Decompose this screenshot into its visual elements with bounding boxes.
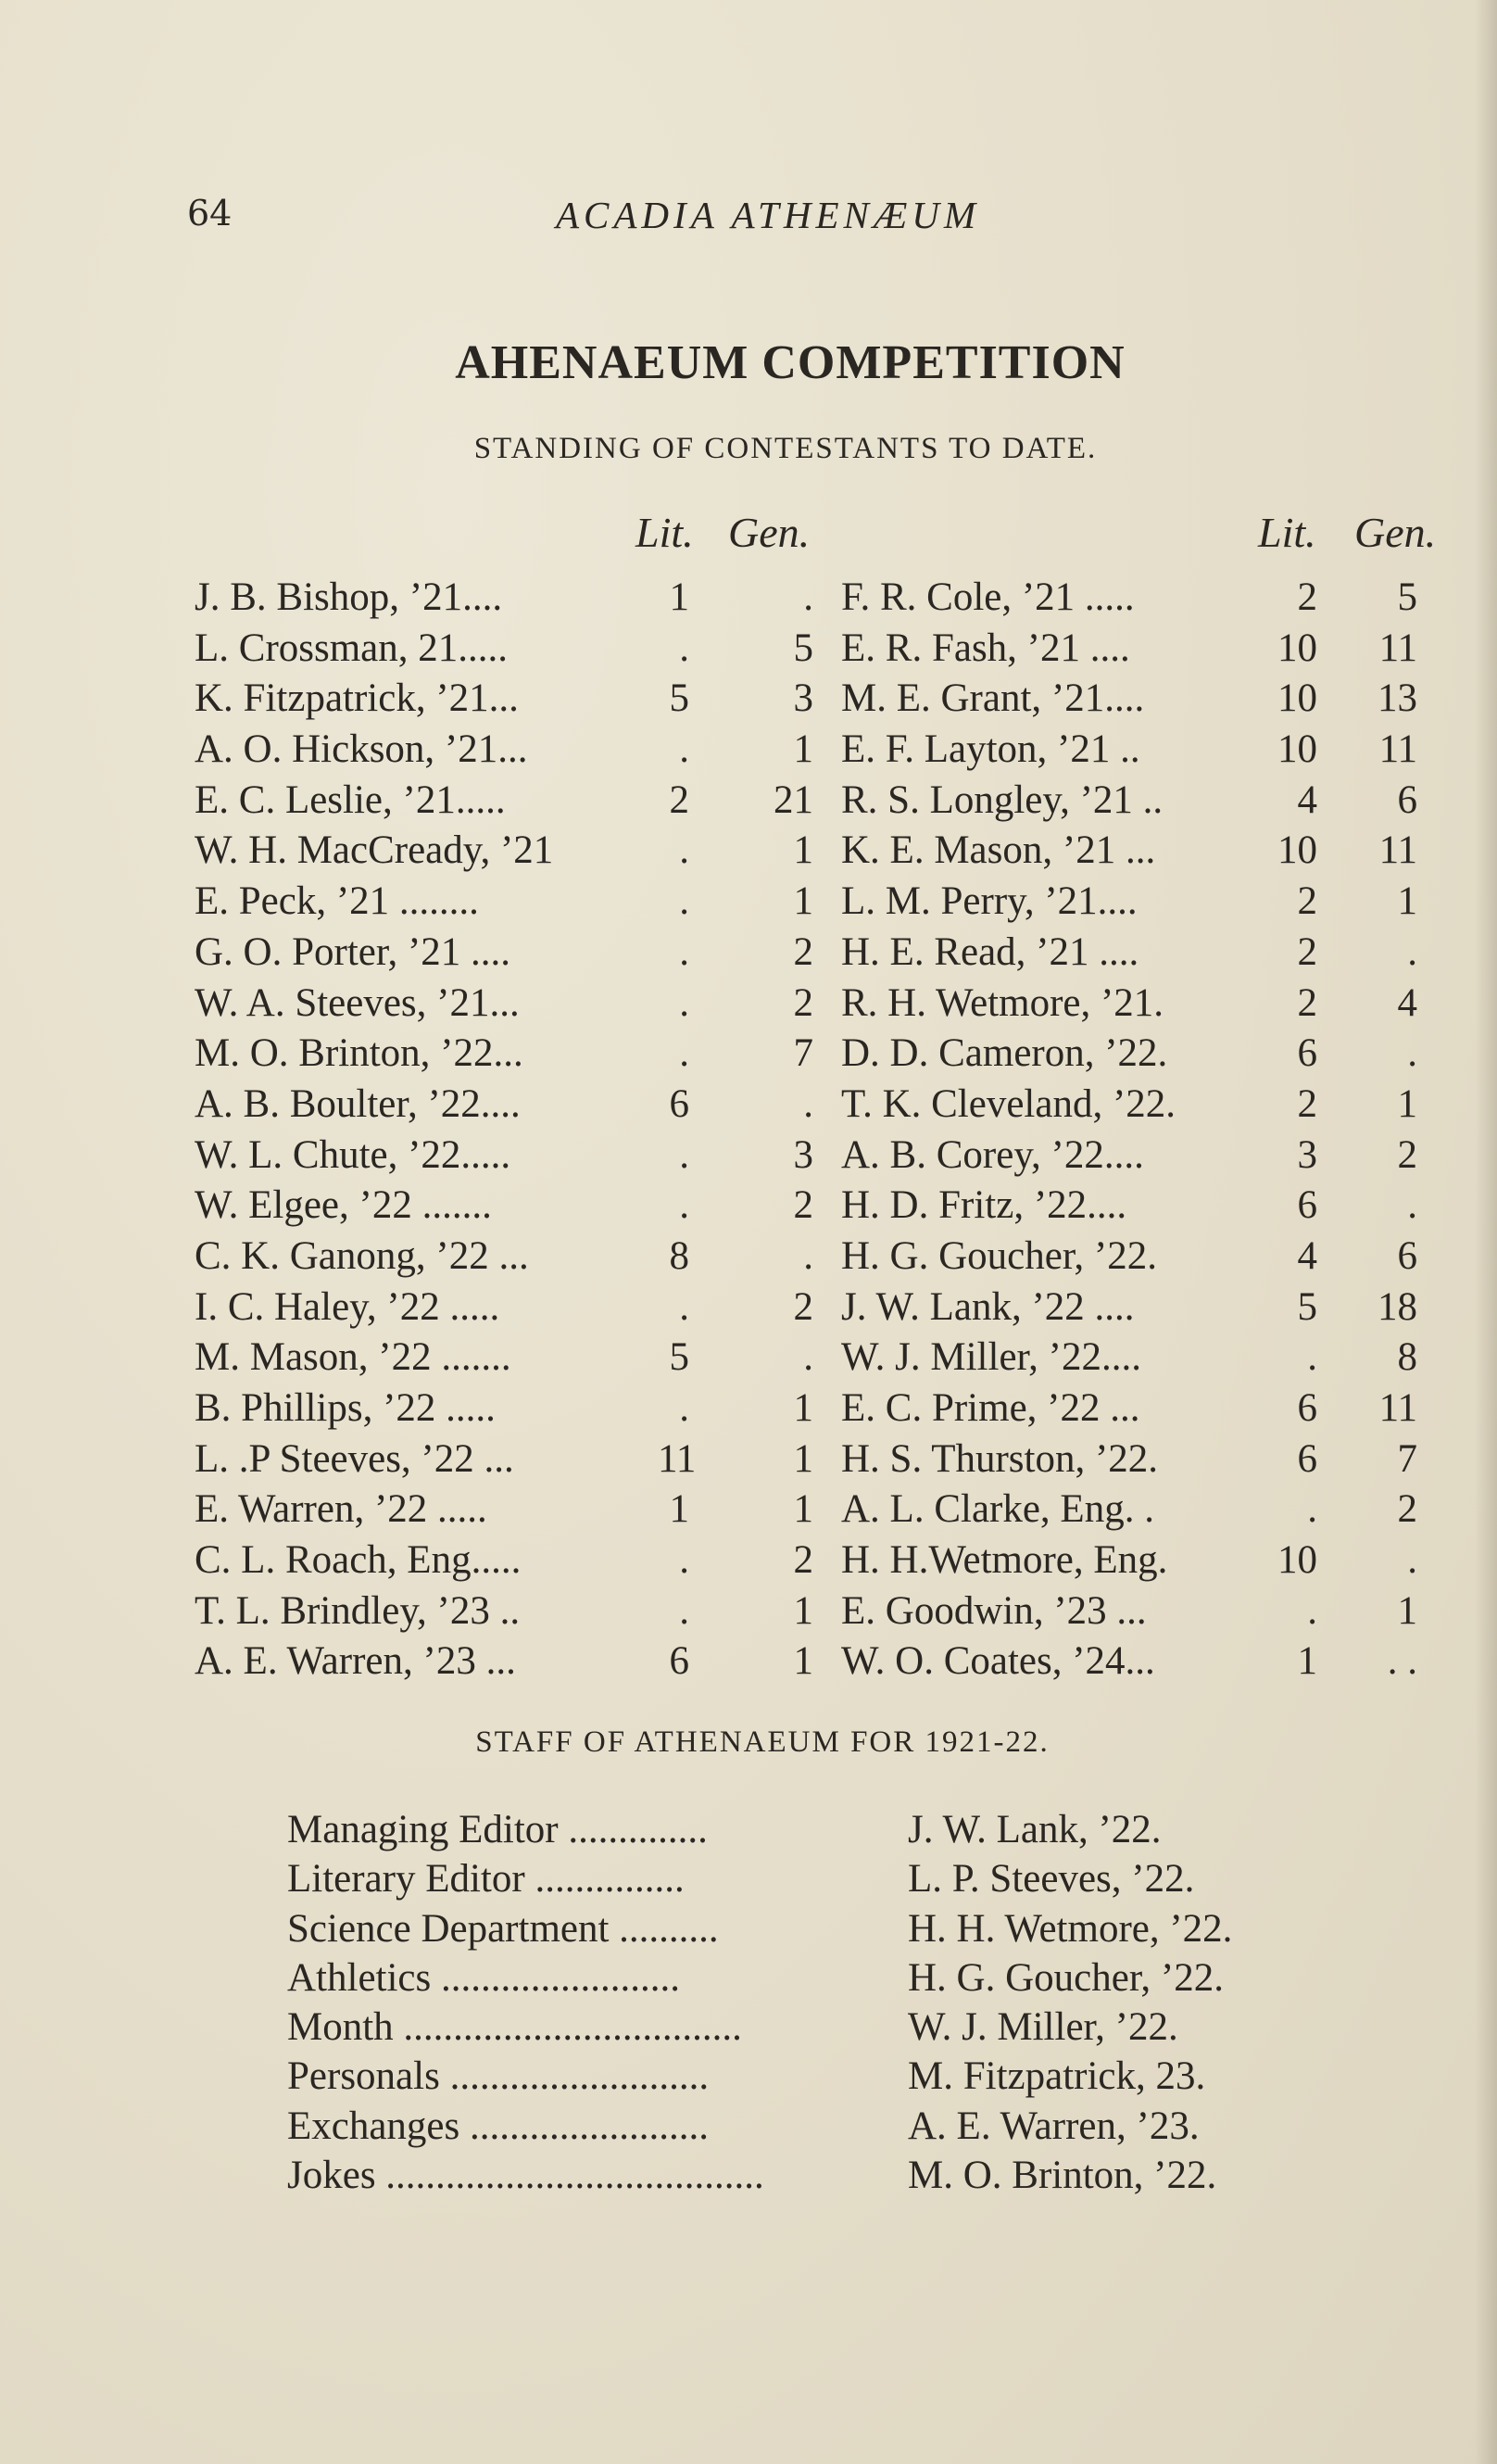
gen-score: 5: [1397, 575, 1417, 619]
lit-score: .: [679, 1386, 689, 1430]
table-row: [0, 1537, 1497, 1588]
lit-score: 6: [669, 1081, 689, 1126]
contestant-name: I. C. Haley, ’22 .....: [195, 1284, 500, 1329]
contestant-name: T. L. Brindley, ’23 ..: [195, 1588, 521, 1633]
contestant-name: H. E. Read, ’21 ....: [841, 929, 1139, 974]
staff-title: STAFF OF ATHENAEUM FOR 1921-22.: [475, 1725, 1050, 1759]
staff-person: J. W. Lank, ’22.: [908, 1808, 1162, 1851]
staff-person: L. P. Steeves, ’22.: [908, 1857, 1195, 1902]
gen-score: 2: [793, 1538, 813, 1583]
gen-score: 2: [793, 980, 813, 1025]
lit-score: 6: [1297, 1436, 1317, 1481]
gen-score: 1: [793, 879, 813, 924]
contestant-name: M. O. Brinton, ’22...: [195, 1031, 523, 1076]
staff-person: H. G. Goucher, ’22.: [908, 1955, 1224, 2000]
lit-score: 10: [1277, 625, 1317, 670]
table-row: [0, 1436, 1497, 1487]
contestant-name: F. R. Cole, ’21 .....: [841, 575, 1135, 619]
lit-score: 4: [1297, 777, 1317, 822]
staff-row: [0, 2004, 1497, 2053]
gen-score: 1: [793, 1588, 813, 1633]
contestant-name: C. L. Roach, Eng.....: [195, 1538, 522, 1583]
gen-score: 11: [1378, 1386, 1417, 1430]
lit-score: 6: [1297, 1031, 1317, 1076]
lit-score: .: [679, 1284, 689, 1329]
staff-role: Managing Editor ..............: [287, 1808, 708, 1851]
table-row: [0, 1132, 1497, 1183]
staff-role: Athletics ........................: [287, 1955, 680, 2000]
gen-score: 11: [1378, 828, 1417, 873]
table-row: [0, 980, 1497, 1031]
lit-score: 4: [1297, 1233, 1317, 1278]
lit-score: 1: [1297, 1639, 1317, 1684]
contestant-name: A. E. Warren, ’23 ...: [195, 1639, 516, 1684]
gen-score: 1: [1397, 1588, 1417, 1633]
contestant-name: A. B. Corey, ’22....: [841, 1132, 1144, 1177]
staff-role: Personals ..........................: [287, 2054, 710, 2099]
contestant-name: M. Mason, ’22 .......: [195, 1335, 511, 1380]
gen-score: 1: [1397, 879, 1417, 924]
contestant-name: B. Phillips, ’22 .....: [195, 1386, 496, 1430]
gen-score: 21: [774, 777, 813, 822]
table-row: [0, 878, 1497, 929]
staff-row: [0, 1906, 1497, 1955]
lit-score: 5: [669, 676, 689, 721]
lit-score: 10: [1277, 727, 1317, 772]
staff-person: A. E. Warren, ’23.: [908, 2104, 1200, 2148]
lit-score: 10: [1277, 676, 1317, 721]
gen-score: .: [803, 575, 813, 619]
lit-score: 6: [1297, 1183, 1317, 1228]
gen-score: 6: [1397, 1233, 1417, 1278]
contestant-name: E. R. Fash, ’21 ....: [841, 625, 1130, 670]
staff-role: Month ..................................: [287, 2005, 742, 2050]
staff-row: [0, 1955, 1497, 2004]
column-header-gen-right: Gen.: [1354, 509, 1437, 556]
gen-score: 7: [1397, 1436, 1417, 1481]
contestant-name: E. F. Layton, ’21 ..: [841, 727, 1140, 772]
contestant-name: M. E. Grant, ’21....: [841, 676, 1145, 721]
staff-role: Literary Editor ...............: [287, 1857, 685, 1902]
contestant-name: J. B. Bishop, ’21....: [195, 575, 503, 619]
contestant-name: A. L. Clarke, Eng. .: [841, 1487, 1154, 1532]
gen-score: 1: [793, 828, 813, 873]
contestant-name: R. H. Wetmore, ’21.: [841, 980, 1164, 1025]
gen-score: 4: [1397, 980, 1417, 1025]
lit-score: 2: [1297, 980, 1317, 1025]
gen-score: 2: [1397, 1487, 1417, 1532]
contestant-name: L. M. Perry, ’21....: [841, 879, 1138, 924]
lit-score: 10: [1277, 828, 1317, 873]
contestant-name: W. H. MacCready, ’21: [195, 828, 554, 873]
table-row: [0, 1638, 1497, 1689]
article-title: AHENAEUM COMPETITION: [455, 336, 1126, 389]
lit-score: .: [1307, 1335, 1317, 1380]
gen-score: 2: [1397, 1132, 1417, 1177]
contestant-name: D. D. Cameron, ’22.: [841, 1031, 1168, 1076]
staff-row: [0, 2104, 1497, 2153]
contestant-name: E. Goodwin, ’23 ...: [841, 1588, 1147, 1633]
lit-score: 1: [669, 1487, 689, 1532]
lit-score: 3: [1297, 1132, 1317, 1177]
gen-score: 1: [793, 1386, 813, 1430]
contestant-name: C. K. Ganong, ’22 ...: [195, 1233, 529, 1278]
gen-score: 1: [793, 727, 813, 772]
column-header-lit-right: Lit.: [1258, 509, 1316, 556]
gen-score: 5: [793, 625, 813, 670]
staff-row: [0, 2053, 1497, 2103]
gen-score: 3: [793, 1132, 813, 1177]
staff-person: W. J. Miller, ’22.: [908, 2005, 1178, 2050]
lit-score: .: [679, 1183, 689, 1228]
lit-score: 2: [1297, 879, 1317, 924]
contestant-name: H. G. Goucher, ’22.: [841, 1233, 1157, 1278]
lit-score: .: [679, 625, 689, 670]
gen-score: 1: [1397, 1081, 1417, 1126]
gen-score: 1: [793, 1436, 813, 1481]
lit-score: 5: [669, 1335, 689, 1380]
contestant-name: T. K. Cleveland, ’22.: [841, 1081, 1176, 1126]
contestant-name: H. S. Thurston, ’22.: [841, 1436, 1159, 1481]
gen-score: 3: [793, 676, 813, 721]
table-row: [0, 1081, 1497, 1132]
table-row: [0, 1233, 1497, 1284]
contestant-name: A. O. Hickson, ’21...: [195, 727, 528, 772]
running-title: ACADIA ATHENÆUM: [556, 194, 981, 236]
staff-person: H. H. Wetmore, ’22.: [908, 1906, 1233, 1951]
gen-score: . .: [1387, 1639, 1417, 1684]
contestant-name: G. O. Porter, ’21 ....: [195, 929, 511, 974]
contestant-name: L. .P Steeves, ’22 ...: [195, 1436, 514, 1481]
gen-score: 2: [793, 1183, 813, 1228]
contestant-name: K. E. Mason, ’21 ...: [841, 828, 1156, 873]
lit-score: .: [679, 879, 689, 924]
table-row: [0, 625, 1497, 676]
page-number: 64: [187, 193, 233, 234]
gen-score: 6: [1397, 777, 1417, 822]
lit-score: .: [1307, 1588, 1317, 1633]
staff-row: [0, 1807, 1497, 1856]
contestant-name: E. C. Leslie, ’21.....: [195, 777, 506, 822]
table-row: [0, 727, 1497, 777]
lit-score: 1: [669, 575, 689, 619]
gen-score: .: [803, 1335, 813, 1380]
contestant-name: E. Peck, ’21 ........: [195, 879, 479, 924]
table-row: [0, 777, 1497, 828]
lit-score: 8: [669, 1233, 689, 1278]
contestant-name: L. Crossman, 21.....: [195, 625, 509, 670]
gen-score: .: [1407, 1183, 1417, 1228]
contestant-name: H. D. Fritz, ’22....: [841, 1183, 1127, 1228]
staff-role: Jokes ......................................: [287, 2154, 764, 2198]
lit-score: 11: [658, 1436, 697, 1481]
table-row: [0, 1182, 1497, 1233]
gen-score: 2: [793, 1284, 813, 1329]
gen-score: .: [1407, 1538, 1417, 1583]
gen-score: 1: [793, 1487, 813, 1532]
lit-score: .: [679, 1588, 689, 1633]
table-row: [0, 1284, 1497, 1335]
standings-table: [0, 575, 1497, 1689]
contestant-name: A. B. Boulter, ’22....: [195, 1081, 521, 1126]
lit-score: .: [679, 1538, 689, 1583]
table-row: [0, 929, 1497, 980]
contestant-name: W. Elgee, ’22 .......: [195, 1183, 492, 1228]
table-row: [0, 1334, 1497, 1385]
gen-score: 1: [793, 1639, 813, 1684]
contestant-name: H. H.Wetmore, Eng.: [841, 1538, 1168, 1583]
lit-score: 2: [1297, 929, 1317, 974]
staff-role: Science Department ..........: [287, 1906, 719, 1951]
contestant-name: K. Fitzpatrick, ’21...: [195, 676, 519, 721]
table-row: [0, 828, 1497, 878]
column-header-gen-left: Gen.: [728, 509, 811, 556]
gen-score: .: [803, 1233, 813, 1278]
contestant-name: W. L. Chute, ’22.....: [195, 1132, 511, 1177]
staff-role: Exchanges ........................: [287, 2104, 710, 2148]
lit-score: 2: [669, 777, 689, 822]
table-row: [0, 1486, 1497, 1537]
lit-score: .: [679, 1031, 689, 1076]
contestant-name: W. J. Miller, ’22....: [841, 1335, 1141, 1380]
lit-score: 6: [1297, 1386, 1317, 1430]
gen-score: .: [1407, 929, 1417, 974]
gen-score: 18: [1377, 1284, 1417, 1329]
lit-score: .: [1307, 1487, 1317, 1532]
table-row: [0, 1588, 1497, 1639]
gen-score: 13: [1377, 676, 1417, 721]
contestant-name: R. S. Longley, ’21 ..: [841, 777, 1164, 822]
gen-score: .: [803, 1081, 813, 1126]
staff-person: M. Fitzpatrick, 23.: [908, 2054, 1206, 2099]
staff-row: [0, 2153, 1497, 2202]
table-row: [0, 676, 1497, 727]
table-row: [0, 575, 1497, 625]
gen-score: .: [1407, 1031, 1417, 1076]
gen-score: 8: [1397, 1335, 1417, 1380]
column-header-lit-left: Lit.: [635, 509, 694, 556]
table-row: [0, 1030, 1497, 1081]
contestant-name: J. W. Lank, ’22 ....: [841, 1284, 1135, 1329]
lit-score: 2: [1297, 1081, 1317, 1126]
lit-score: 5: [1297, 1284, 1317, 1329]
page-header: [0, 193, 1497, 248]
contestant-name: W. A. Steeves, ’21...: [195, 980, 520, 1025]
contestant-name: E. Warren, ’22 .....: [195, 1487, 487, 1532]
lit-score: .: [679, 1132, 689, 1177]
gen-score: 7: [793, 1031, 813, 1076]
lit-score: 10: [1277, 1538, 1317, 1583]
staff-person: M. O. Brinton, ’22.: [908, 2154, 1217, 2198]
gen-score: 11: [1378, 727, 1417, 772]
contestant-name: E. C. Prime, ’22 ...: [841, 1386, 1140, 1430]
lit-score: .: [679, 980, 689, 1025]
lit-score: 2: [1297, 575, 1317, 619]
table-row: [0, 1385, 1497, 1436]
lit-score: .: [679, 828, 689, 873]
staff-list: [0, 1807, 1497, 2202]
contestant-name: W. O. Coates, ’24...: [841, 1639, 1155, 1684]
article-subtitle: STANDING OF CONTESTANTS TO DATE.: [473, 432, 1098, 465]
gen-score: 11: [1378, 625, 1417, 670]
lit-score: 6: [669, 1639, 689, 1684]
lit-score: .: [679, 929, 689, 974]
gen-score: 2: [793, 929, 813, 974]
staff-row: [0, 1856, 1497, 1905]
lit-score: .: [679, 727, 689, 772]
